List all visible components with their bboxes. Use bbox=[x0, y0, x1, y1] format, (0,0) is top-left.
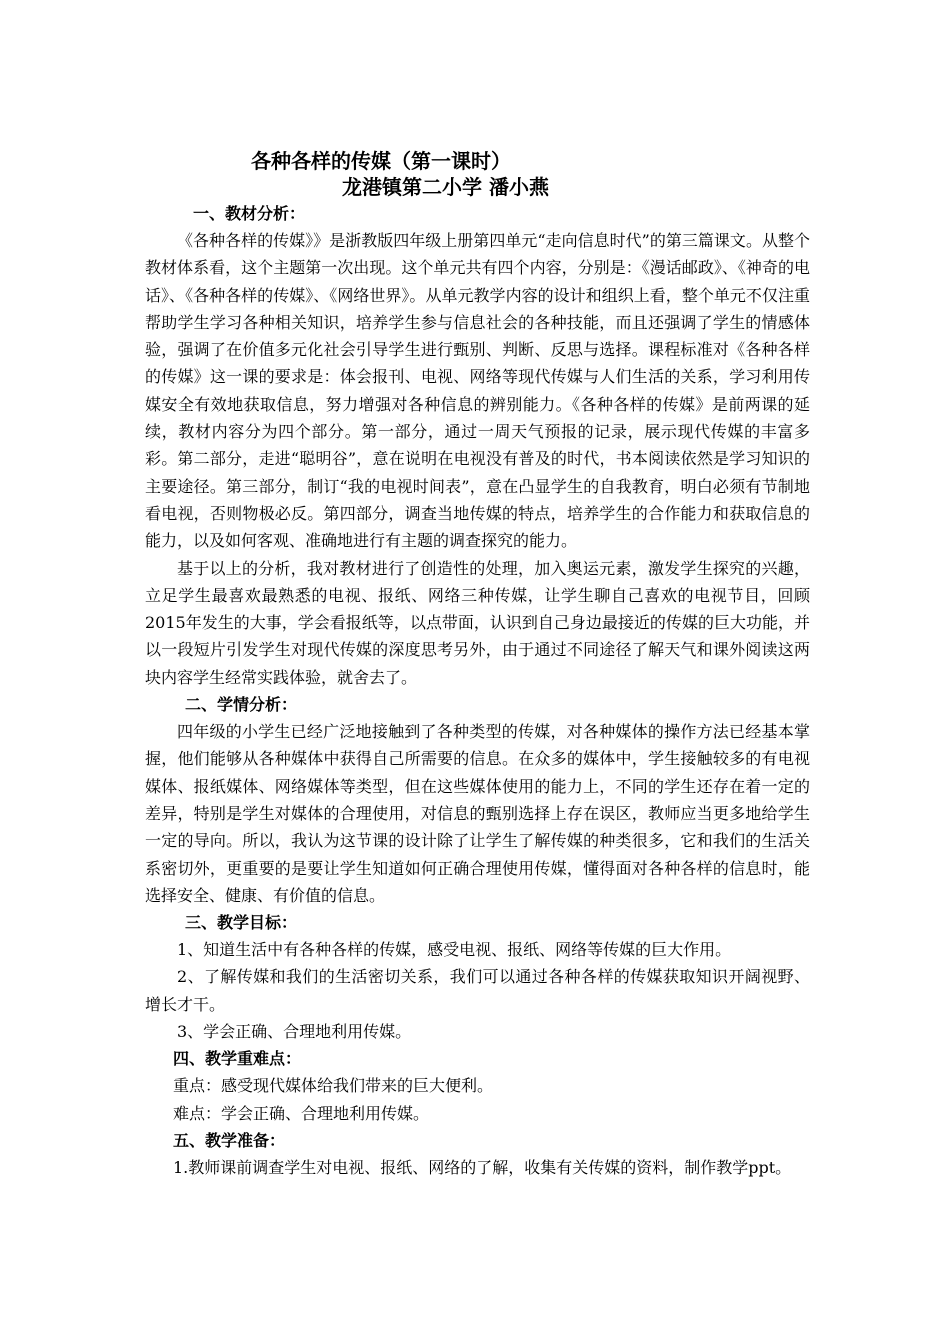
list-item: 难点：学会正确、合理地利用传媒。 bbox=[173, 1103, 430, 1123]
document-author: 龙港镇第二小学 潘小燕 bbox=[342, 175, 549, 199]
section-heading-preparation: 五、教学准备： bbox=[173, 1130, 286, 1150]
list-item: 2、了解传媒和我们的生活密切关系，我们可以通过各种各样的传媒获取知识开阔视野、增长才干。 bbox=[145, 967, 810, 1014]
section-heading-teaching-goals: 三、教学目标： bbox=[185, 913, 298, 933]
list-item: 重点：感受现代媒体给我们带来的巨大便利。 bbox=[173, 1076, 494, 1096]
paragraph: 《各种各样的传媒》》是浙教版四年级上册第四单元“走向信息时代”的第三篇课文。从整个教材体系看，这个主题第一次出现。这个单元共有四个内容，分别是：《漫话邮政》、《神奇的电话》、《各种各样的传媒》、《网络世界》。从单元教学内容的设计和组织上看，整个单元不仅注重帮助学生学习各种相关知识，培养学生参与信息社会的各种技能，而且还强调了学生的情感体验，强调了在价值多元化社会引导学生进行甄别、判断、反思与选择。课程标准对《各种各样的传媒》这一课的要求是：体会报刊、电视、网络等现代传媒与人们生活的关系，学习利用传媒安全有效地获取信息，努力增强对各种信息的辨别能力。《各种各样的传媒》是前两课的延续，教材内容分为四个部分。第一部分，通过一周天气预报的记录，展示现代传媒的丰富多彩。第二部分，走进“聪明谷”，意在说明在电视没有普及的时代，书本阅读依然是学习知识的主要途径。第三部分，制订“我的电视时间表”，意在凸显学生的自我教育，明白必须有节制地看电视，否则物极必反。第四部分，调查当地传媒的特点，培养学生的合作能力和获取信息的能力，以及如何客观、准确地进行有主题的调查探究的能力。 bbox=[145, 231, 810, 551]
document-title: 各种各样的传媒（第一课时） bbox=[251, 149, 511, 173]
paragraph: 基于以上的分析，我对教材进行了创造性的处理，加入奥运元素，激发学生探究的兴趣，立足学生最喜欢最熟悉的电视、报纸、网络三种传媒，让学生聊自己喜欢的电视节目，回顾2015年发生的大事，学会看报纸等，以点带面，认识到自己身边最接近的传媒的巨大功能，并以一段短片引发学生对现代传媒的深度思考另外，由于通过不同途径了解天气和课外阅读这两块内容学生经常实践体验，就舍去了。 bbox=[145, 558, 810, 687]
list-item: 1、知道生活中有各种各样的传媒，感受电视、报纸、网络等传媒的巨大作用。 bbox=[177, 940, 732, 960]
list-item: 1.教师课前调查学生对电视、报纸、网络的了解，收集有关传媒的资料，制作教学ppt。 bbox=[173, 1157, 792, 1177]
section-heading-key-points: 四、教学重难点： bbox=[173, 1049, 302, 1069]
section-heading-student-analysis: 二、学情分析： bbox=[185, 695, 298, 715]
paragraph: 四年级的小学生已经广泛地接触到了各种类型的传媒，对各种媒体的操作方法已经基本掌握，他们能够从各种媒体中获得自己所需要的信息。在众多的媒体中，学生接触较多的有电视媒体、报纸媒体、网络媒体等类型，但在这些媒体使用的能力上，不同的学生还存在着一定的差异，特别是学生对媒体的合理使用，对信息的甄别选择上存在误区，教师应当更多地给学生一定的导向。所以，我认为这节课的设计除了让学生了解传媒的种类很多，它和我们的生活关系密切外，更重要的是要让学生知道如何正确合理使用传媒，懂得面对各种各样的信息时，能选择安全、健康、有价值的信息。 bbox=[145, 722, 810, 905]
section-heading-textbook-analysis: 一、教材分析： bbox=[193, 204, 306, 223]
document-page bbox=[145, 148, 810, 1181]
list-item: 3、学会正确、合理地利用传媒。 bbox=[177, 1022, 412, 1042]
